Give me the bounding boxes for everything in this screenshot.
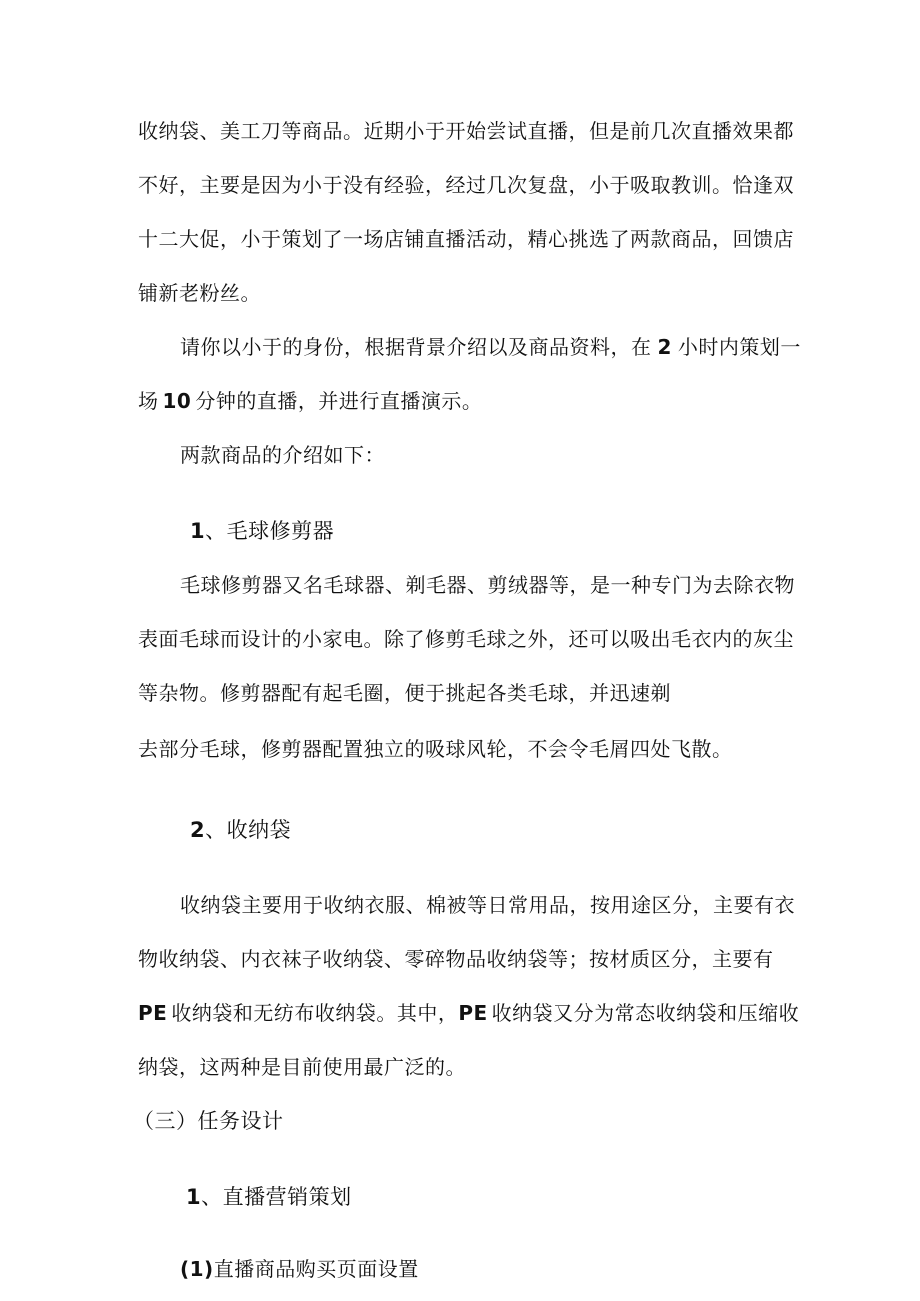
product1-line-3: 等杂物。修剪器配有起毛圈，便于挑起各类毛球，并迅速剃 xyxy=(138,681,671,705)
product2-line-4: 纳袋，这两种是目前使用最广泛的。 xyxy=(138,1055,466,1079)
product2-line-1: 收纳袋主要用于收纳衣服、棉被等日常用品，按用途区分，主要有衣 xyxy=(180,893,795,917)
task-line-2-prefix: 场 xyxy=(138,389,159,413)
product1-number: 1 xyxy=(190,519,206,543)
subsection-1-number: 1 xyxy=(186,1185,202,1209)
task-line-1-suffix: 小时内策划一 xyxy=(677,335,801,359)
item-1-heading xyxy=(180,1255,419,1283)
task-line-2 xyxy=(138,387,482,415)
product2-line-3 xyxy=(138,999,799,1027)
task-hours: 2 xyxy=(657,335,672,359)
task-line-2-suffix: 分钟的直播，并进行直播演示。 xyxy=(195,389,483,413)
product1-title: 、毛球修剪器 xyxy=(205,519,335,543)
section-3-heading: （三）任务设计 xyxy=(133,1109,284,1133)
product2-line-2: 物收纳袋、内衣袜子收纳袋、零碎物品收纳袋等；按材质区分，主要有 xyxy=(138,947,774,971)
background-line-3: 十二大促，小于策划了一场店铺直播活动，精心挑选了两款商品，回馈店 xyxy=(138,227,794,251)
item-1-number: (1) xyxy=(180,1257,214,1281)
task-line-1-prefix: 请你以小于的身份，根据背景介绍以及商品资料，在 xyxy=(180,335,652,359)
background-line-2: 不好，主要是因为小于没有经验，经过几次复盘，小于吸取教训。恰逢双 xyxy=(138,173,794,197)
subsection-1-title: 、直播营销策划 xyxy=(201,1185,352,1209)
product2-title: 、收纳袋 xyxy=(205,818,292,842)
subsection-1-heading xyxy=(186,1183,352,1211)
product1-line-1: 毛球修剪器又名毛球器、剃毛器、剪绒器等，是一种专门为去除衣物 xyxy=(180,573,795,597)
product1-line-4: 去部分毛球，修剪器配置独立的吸球风轮，不会令毛屑四处飞散。 xyxy=(138,737,733,761)
background-line-1: 收纳袋、美工刀等商品。近期小于开始尝试直播，但是前几次直播效果都 xyxy=(138,119,794,143)
product2-number: 2 xyxy=(190,818,206,842)
product2-heading xyxy=(190,816,291,844)
product1-line-2: 表面毛球而设计的小家电。除了修剪毛球之外，还可以吸出毛衣内的灰尘 xyxy=(138,627,794,651)
task-line-1 xyxy=(180,333,801,361)
background-line-4: 铺新老粉丝。 xyxy=(138,281,261,305)
product1-heading xyxy=(190,517,334,545)
pe-label-1: PE xyxy=(138,1001,168,1025)
intro-text: 两款商品的介绍如下： xyxy=(180,443,385,467)
product2-line-3-mid: 收纳袋和无纺布收纳袋。其中， xyxy=(171,1001,459,1025)
product2-line-3-end: 收纳袋又分为常态收纳袋和压缩收 xyxy=(491,1001,800,1025)
item-1-title: 直播商品购买页面设置 xyxy=(213,1257,419,1281)
task-minutes: 10 xyxy=(162,389,192,413)
pe-label-2: PE xyxy=(458,1001,488,1025)
